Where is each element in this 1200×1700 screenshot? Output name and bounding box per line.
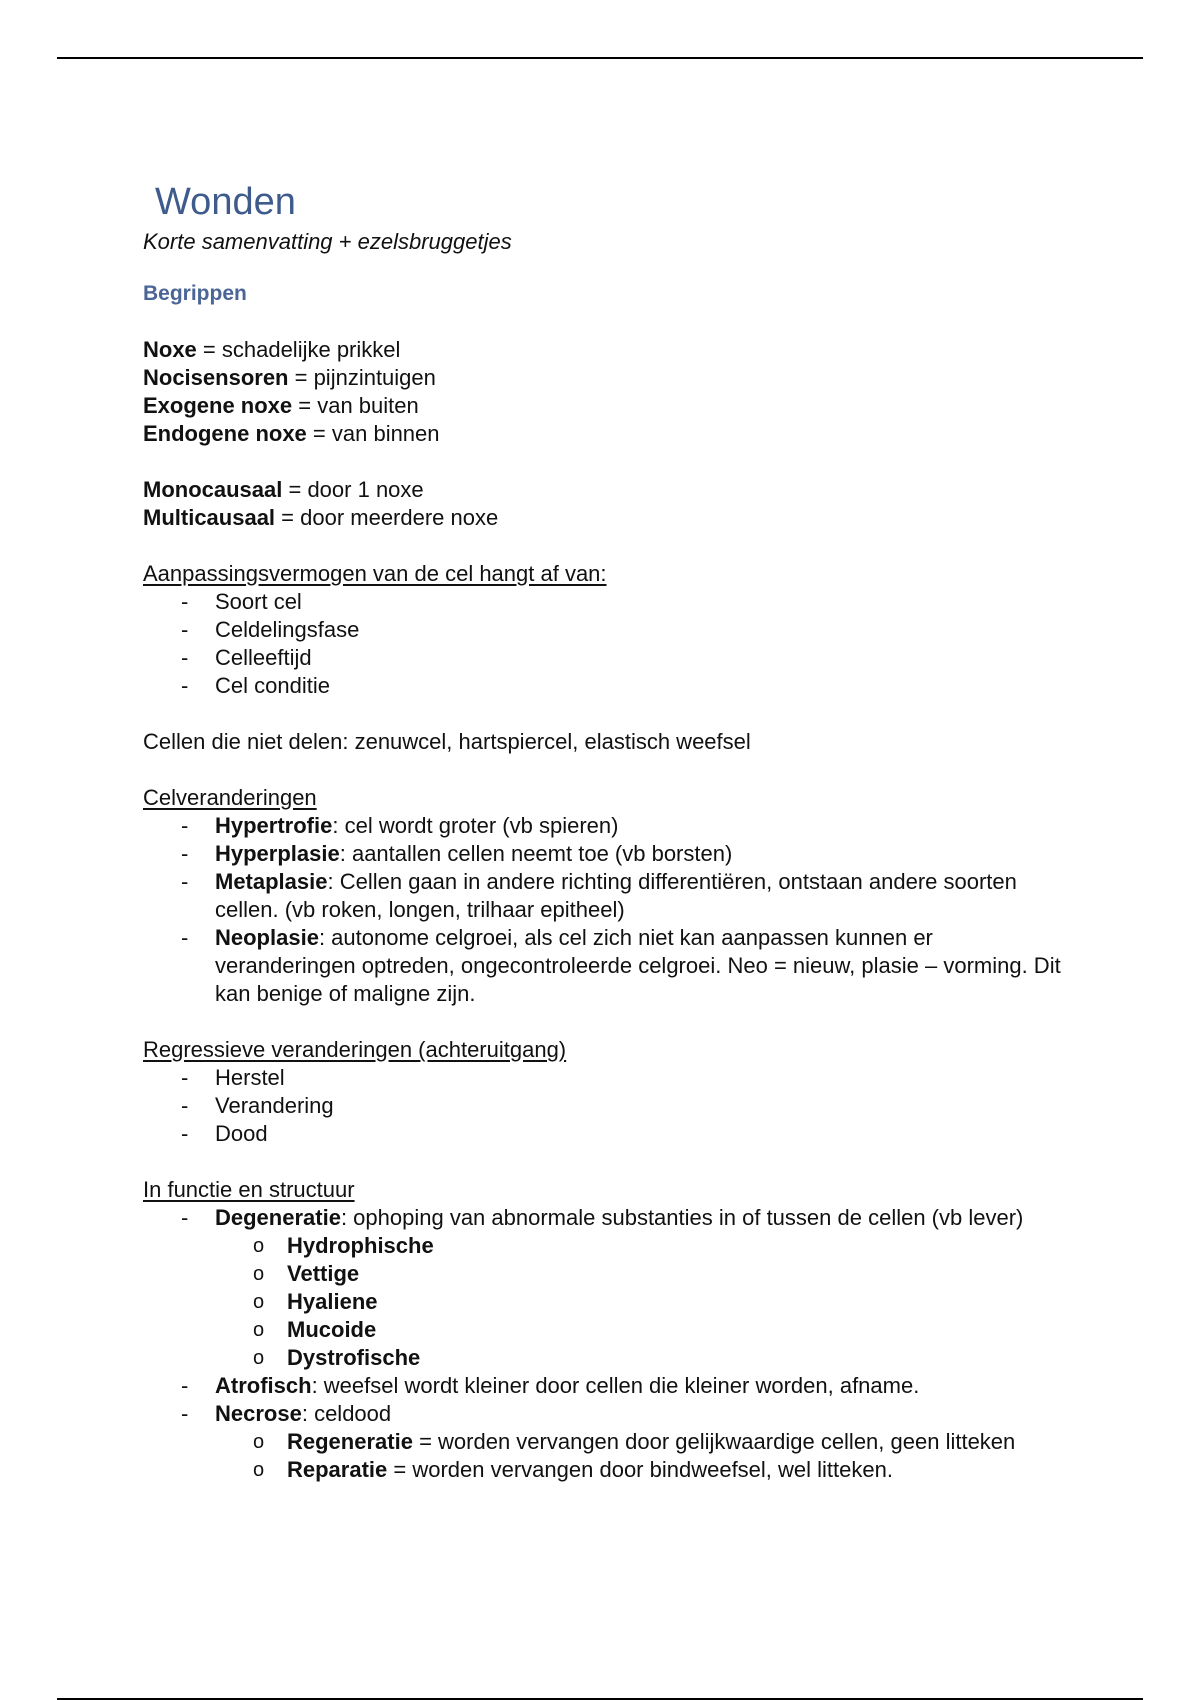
- definition-line: Multicausaal = door meerdere noxe: [143, 505, 499, 530]
- list-item: - Celdelingsfase: [143, 616, 1073, 644]
- list-item: - Soort cel: [143, 588, 1073, 616]
- list-item: - Degeneratie: ophoping van abnormale substanties in of tussen de cellen (vb lever) o Hydrophische o Vettige o Hyaliene o Mucoide o Dystrofische: [143, 1204, 1073, 1372]
- functie-heading: In functie en structuur: [143, 1177, 355, 1202]
- list-item: o Hydrophische: [215, 1232, 1073, 1260]
- list-item: - Atrofisch: weefsel wordt kleiner door cellen die kleiner worden, afname.: [143, 1372, 1073, 1400]
- definition-line: Endogene noxe = van binnen: [143, 421, 440, 446]
- definitions-block-1: [143, 336, 1073, 448]
- degeneratie-types-list: [215, 1232, 1073, 1372]
- top-rule: [57, 57, 1143, 59]
- regressief-list: [143, 1064, 1073, 1148]
- celveranderingen-list: [143, 812, 1073, 1008]
- list-item: o Mucoide: [215, 1316, 1073, 1344]
- section-heading: Begrippen: [143, 282, 247, 305]
- document-body: [143, 178, 1073, 1484]
- functie-list: [143, 1204, 1073, 1484]
- celveranderingen-heading: Celveranderingen: [143, 785, 317, 810]
- definition-line: Monocausaal = door 1 noxe: [143, 477, 424, 502]
- page-title: Wonden: [155, 181, 296, 223]
- aanpassing-heading: Aanpassingsvermogen van de cel hangt af van:: [143, 561, 607, 586]
- list-item: - Metaplasie: Cellen gaan in andere richting differentiëren, ontstaan andere soorten cellen. (vb roken, longen, trilhaar epitheel): [143, 868, 1073, 924]
- list-item: - Herstel: [143, 1064, 1073, 1092]
- subtitle: Korte samenvatting + ezelsbruggetjes: [143, 229, 512, 254]
- definition-line: Exogene noxe = van buiten: [143, 393, 419, 418]
- definitions-block-2: [143, 476, 1073, 532]
- aanpassing-list: [143, 588, 1073, 700]
- list-item: - Dood: [143, 1120, 1073, 1148]
- list-item: - Necrose: celdood o Regeneratie = worden vervangen door gelijkwaardige cellen, geen litteken o Reparatie = worden vervangen door bindweefsel, wel litteken.: [143, 1400, 1073, 1484]
- list-item: - Cel conditie: [143, 672, 1073, 700]
- list-item: - Verandering: [143, 1092, 1073, 1120]
- niet-delen-line: Cellen die niet delen: zenuwcel, hartspiercel, elastisch weefsel: [143, 729, 751, 754]
- regressief-heading: Regressieve veranderingen (achteruitgang): [143, 1037, 567, 1062]
- definition-line: Nocisensoren = pijnzintuigen: [143, 365, 436, 390]
- list-item: o Vettige: [215, 1260, 1073, 1288]
- list-item: - Hyperplasie: aantallen cellen neemt toe (vb borsten): [143, 840, 1073, 868]
- list-item: o Regeneratie = worden vervangen door gelijkwaardige cellen, geen litteken: [215, 1428, 1073, 1456]
- list-item: o Dystrofische: [215, 1344, 1073, 1372]
- list-item: o Reparatie = worden vervangen door bindweefsel, wel litteken.: [215, 1456, 1073, 1484]
- necrose-sub-list: [215, 1428, 1073, 1484]
- list-item: - Hypertrofie: cel wordt groter (vb spieren): [143, 812, 1073, 840]
- list-item: - Neoplasie: autonome celgroei, als cel zich niet kan aanpassen kunnen er veranderingen optreden, ongecontroleerde celgroei. Neo = nieuw, plasie – vorming. Dit kan benige of maligne zijn.: [143, 924, 1073, 1008]
- list-item: o Hyaliene: [215, 1288, 1073, 1316]
- definition-line: Noxe = schadelijke prikkel: [143, 337, 401, 362]
- list-item: - Celleeftijd: [143, 644, 1073, 672]
